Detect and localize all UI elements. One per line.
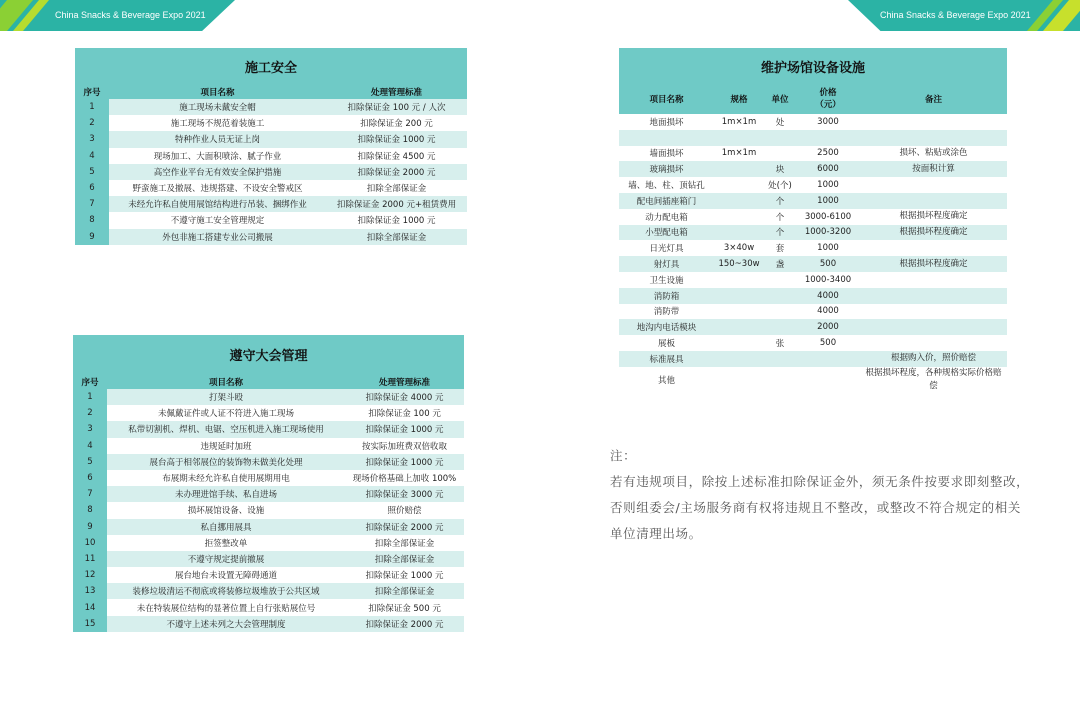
note-label: 注：	[610, 448, 637, 463]
table-row	[619, 130, 1007, 146]
table-cell: 扣除保证金 2000 元+租赁费用	[326, 196, 467, 212]
table-cell: 拒签整改单	[107, 535, 345, 551]
table-cell: 按面积计算	[860, 161, 1007, 177]
table-cell: 14	[73, 599, 107, 615]
table-cell: 射灯具	[619, 256, 714, 272]
table-row	[619, 367, 1007, 393]
table-cell: 地沟内电话模块	[619, 319, 714, 335]
table-cell: 扣除保证金 2000 元	[345, 616, 464, 632]
table-cell: 布展期未经允许私自使用展期用电	[107, 470, 345, 486]
table-cell: 2000	[796, 319, 860, 335]
table-cell	[714, 304, 764, 320]
table-cell: 4	[75, 148, 109, 164]
table-cell: 标准展具	[619, 351, 714, 367]
table-cell: 5	[75, 164, 109, 180]
table-cell: 1000	[796, 193, 860, 209]
table-cell	[860, 130, 1007, 146]
table-row	[73, 583, 464, 599]
table-cell: 按实际加班费双倍收取	[345, 438, 464, 454]
table-cell: 扣除保证金 1000 元	[326, 131, 467, 147]
table-cell	[860, 272, 1007, 288]
table-cell: 装修垃圾清运不彻底或将装修垃圾堆放于公共区域	[107, 583, 345, 599]
table-cell: 消防箱	[619, 288, 714, 304]
table-row	[619, 225, 1007, 241]
table-cell: 小型配电箱	[619, 225, 714, 241]
table-cell: 1000	[796, 240, 860, 256]
table-cell: 地面损坏	[619, 114, 714, 130]
table-cell	[764, 288, 796, 304]
table-cell: 损坏展馆设备、设施	[107, 502, 345, 518]
table-cell	[714, 319, 764, 335]
table-cell: 个	[764, 209, 796, 225]
table-cell: 未在特装展位结构的显著位置上自行张贴展位号	[107, 599, 345, 615]
table-cell: 扣除保证金 4500 元	[326, 148, 467, 164]
table-cell: 私自挪用展具	[107, 519, 345, 535]
table-cell	[714, 335, 764, 351]
table-cell: 扣除保证金 1000 元	[345, 421, 464, 437]
venue-maintenance-table	[619, 48, 1007, 393]
table-row	[619, 256, 1007, 272]
table-cell: 根据损坏程度，各种规格实际价格赔偿	[860, 367, 1007, 393]
table-cell: 块	[764, 161, 796, 177]
table-cell: 施工现场未戴安全帽	[109, 99, 326, 115]
table-row	[619, 351, 1007, 367]
table-row	[73, 389, 464, 405]
table-row	[619, 114, 1007, 130]
table-cell: 野蛮施工及撤展、违规搭建、不设安全警戒区	[109, 180, 326, 196]
table-cell: 1m×1m	[714, 114, 764, 130]
table-cell	[860, 193, 1007, 209]
table-cell: 未办理进馆手续、私自进场	[107, 486, 345, 502]
table-cell: 11	[73, 551, 107, 567]
column-header: 项目名称	[109, 85, 326, 99]
table-cell: 墙面损坏	[619, 146, 714, 162]
table-cell: 2	[73, 405, 107, 421]
table-cell: 1	[75, 99, 109, 115]
table-row	[73, 519, 464, 535]
table-cell: 未经允许私自使用展馆结构进行吊装、捆绑作业	[109, 196, 326, 212]
table-cell: 根据损坏程度确定	[860, 256, 1007, 272]
table-cell: 套	[764, 240, 796, 256]
table-cell	[714, 367, 764, 393]
table-row	[619, 177, 1007, 193]
table-row	[619, 146, 1007, 162]
table-row	[73, 470, 464, 486]
table-cell: 8	[75, 212, 109, 228]
table-cell: 个	[764, 225, 796, 241]
table-title: 维护场馆设备设施	[619, 48, 1007, 84]
table-cell: 施工现场不规范着装施工	[109, 115, 326, 131]
table-cell: 1000	[796, 177, 860, 193]
table-cell: 2500	[796, 146, 860, 162]
table-row	[619, 240, 1007, 256]
table-cell: 卫生设施	[619, 272, 714, 288]
table-row	[73, 502, 464, 518]
note-text: 若有违规项目，除按上述标准扣除保证金外，须无条件按要求即刻整改，否则组委会/主场服务商有权将违规且不整改，或整改不符合规定的相关单位清理出场。	[610, 474, 1030, 541]
table-cell	[764, 272, 796, 288]
table-row	[75, 164, 467, 180]
table-cell: 扣除保证金 500 元	[345, 599, 464, 615]
table-cell: 6	[75, 180, 109, 196]
conference-management-table	[73, 335, 464, 632]
table-cell: 玻璃损坏	[619, 161, 714, 177]
table-cell: 根据损坏程度确定	[860, 209, 1007, 225]
table-row	[73, 405, 464, 421]
table-cell: 3×40w	[714, 240, 764, 256]
table-cell: 9	[73, 519, 107, 535]
table-cell	[764, 304, 796, 320]
table-cell	[860, 304, 1007, 320]
table-cell: 动力配电箱	[619, 209, 714, 225]
table-cell	[714, 288, 764, 304]
table-cell: 展台地台未设置无障碍通道	[107, 567, 345, 583]
table-cell: 12	[73, 567, 107, 583]
table-cell: 2	[75, 115, 109, 131]
table-cell: 扣除全部保证金	[345, 551, 464, 567]
table-row	[73, 421, 464, 437]
table-row	[619, 304, 1007, 320]
table-cell: 扣除全部保证金	[326, 180, 467, 196]
column-header: 规格	[714, 84, 764, 114]
table-cell	[714, 225, 764, 241]
table-cell	[619, 130, 714, 146]
table-cell: 4000	[796, 304, 860, 320]
table-row	[75, 115, 467, 131]
table-row	[73, 486, 464, 502]
table-cell: 违规延时加班	[107, 438, 345, 454]
table-cell: 扣除保证金 3000 元	[345, 486, 464, 502]
table-cell: 根据损坏程度确定	[860, 225, 1007, 241]
table-cell	[764, 367, 796, 393]
table-cell: 5	[73, 454, 107, 470]
table-row	[619, 319, 1007, 335]
table-cell: 6	[73, 470, 107, 486]
table-cell: 扣除保证金 1000 元	[326, 212, 467, 228]
table-row	[75, 212, 467, 228]
table-cell	[860, 114, 1007, 130]
table-cell	[860, 319, 1007, 335]
table-cell: 6000	[796, 161, 860, 177]
table-cell: 3	[73, 421, 107, 437]
table-title: 遵守大会管理	[73, 335, 464, 374]
table-row	[73, 438, 464, 454]
table-row	[73, 551, 464, 567]
table-cell: 根据购入价，照价赔偿	[860, 351, 1007, 367]
table-cell: 其他	[619, 367, 714, 393]
table-cell	[714, 161, 764, 177]
table-cell	[860, 335, 1007, 351]
table-cell: 照价赔偿	[345, 502, 464, 518]
column-header: 单位	[764, 84, 796, 114]
table-cell: 150~30w	[714, 256, 764, 272]
table-cell: 张	[764, 335, 796, 351]
table-cell: 扣除保证金 100 元 / 人次	[326, 99, 467, 115]
table-row	[73, 535, 464, 551]
table-cell: 外包非施工搭建专业公司搬展	[109, 229, 326, 245]
table-cell: 配电间插座箱门	[619, 193, 714, 209]
table-cell	[714, 272, 764, 288]
table-row	[619, 209, 1007, 225]
table-cell: 4000	[796, 288, 860, 304]
table-cell: 消防带	[619, 304, 714, 320]
table-cell: 500	[796, 256, 860, 272]
column-header: 备注	[860, 84, 1007, 114]
table-row	[75, 148, 467, 164]
table-cell: 扣除保证金 2000 元	[345, 519, 464, 535]
table-cell	[860, 288, 1007, 304]
table-row	[75, 99, 467, 115]
table-cell	[796, 367, 860, 393]
column-header: 处理管理标准	[326, 85, 467, 99]
table-row	[75, 196, 467, 212]
table-cell: 1000-3400	[796, 272, 860, 288]
expo-title-right: China Snacks & Beverage Expo 2021	[880, 10, 1031, 20]
table-cell: 3000	[796, 114, 860, 130]
table-cell: 扣除保证金 200 元	[326, 115, 467, 131]
table-cell	[764, 130, 796, 146]
table-row	[619, 193, 1007, 209]
column-header: 项目名称	[619, 84, 714, 114]
table-cell: 扣除全部保证金	[326, 229, 467, 245]
table-cell: 1m×1m	[714, 146, 764, 162]
table-cell: 13	[73, 583, 107, 599]
table-cell: 不遵守施工安全管理规定	[109, 212, 326, 228]
table-cell: 7	[75, 196, 109, 212]
table-title: 施工安全	[75, 48, 467, 85]
table-cell: 高空作业平台无有效安全保护措施	[109, 164, 326, 180]
table-cell: 现场价格基础上加收 100%	[345, 470, 464, 486]
table-cell	[764, 146, 796, 162]
table-cell: 日光灯具	[619, 240, 714, 256]
table-row	[73, 567, 464, 583]
column-header: 序号	[73, 374, 107, 389]
column-header: 处理管理标准	[345, 374, 464, 389]
table-cell: 盏	[764, 256, 796, 272]
table-cell: 私带切割机、焊机、电锯、空压机进入施工现场使用	[107, 421, 345, 437]
table-cell: 扣除全部保证金	[345, 535, 464, 551]
table-cell	[714, 193, 764, 209]
table-cell: 处	[764, 114, 796, 130]
table-row	[619, 272, 1007, 288]
table-cell: 不遵守上述未列之大会管理制度	[107, 616, 345, 632]
table-cell: 扣除保证金 1000 元	[345, 454, 464, 470]
table-cell: 7	[73, 486, 107, 502]
table-row	[73, 454, 464, 470]
table-row	[75, 131, 467, 147]
table-cell	[714, 177, 764, 193]
table-cell: 3000-6100	[796, 209, 860, 225]
table-cell	[796, 130, 860, 146]
table-row	[73, 599, 464, 615]
column-header: 价格 （元）	[796, 84, 860, 114]
table-cell	[860, 240, 1007, 256]
table-cell: 扣除保证金 2000 元	[326, 164, 467, 180]
table-cell: 扣除全部保证金	[345, 583, 464, 599]
expo-title-left: China Snacks & Beverage Expo 2021	[55, 10, 206, 20]
table-cell: 墙、地、柱、顶钻孔	[619, 177, 714, 193]
table-cell	[796, 351, 860, 367]
table-cell: 个	[764, 193, 796, 209]
note-block	[610, 443, 1030, 547]
table-cell: 扣除保证金 100 元	[345, 405, 464, 421]
table-cell: 展板	[619, 335, 714, 351]
table-cell: 3	[75, 131, 109, 147]
column-header: 项目名称	[107, 374, 345, 389]
table-cell: 10	[73, 535, 107, 551]
table-row	[619, 335, 1007, 351]
table-cell: 4	[73, 438, 107, 454]
table-cell	[764, 319, 796, 335]
table-cell	[860, 177, 1007, 193]
table-cell	[714, 209, 764, 225]
table-cell: 展台高于相邻展位的装饰物未做美化处理	[107, 454, 345, 470]
table-cell: 扣除保证金 4000 元	[345, 389, 464, 405]
table-cell: 15	[73, 616, 107, 632]
table-cell: 8	[73, 502, 107, 518]
table-cell: 9	[75, 229, 109, 245]
table-cell: 打架斗殴	[107, 389, 345, 405]
table-cell: 不遵守规定提前撤展	[107, 551, 345, 567]
table-cell: 特种作业人员无证上岗	[109, 131, 326, 147]
table-row	[75, 229, 467, 245]
table-cell: 现场加工、大面积喷涂、腻子作业	[109, 148, 326, 164]
table-cell: 1000-3200	[796, 225, 860, 241]
table-row	[619, 288, 1007, 304]
table-cell	[714, 351, 764, 367]
table-cell: 扣除保证金 1000 元	[345, 567, 464, 583]
construction-safety-table	[75, 48, 467, 245]
table-cell: 500	[796, 335, 860, 351]
table-row	[75, 180, 467, 196]
column-header: 序号	[75, 85, 109, 99]
table-row	[619, 161, 1007, 177]
table-cell: 处(个)	[764, 177, 796, 193]
table-cell: 1	[73, 389, 107, 405]
table-cell	[764, 351, 796, 367]
table-cell	[714, 130, 764, 146]
table-cell: 损坏、粘贴或涂色	[860, 146, 1007, 162]
table-cell: 未佩戴证件或人证不符进入施工现场	[107, 405, 345, 421]
table-row	[73, 616, 464, 632]
